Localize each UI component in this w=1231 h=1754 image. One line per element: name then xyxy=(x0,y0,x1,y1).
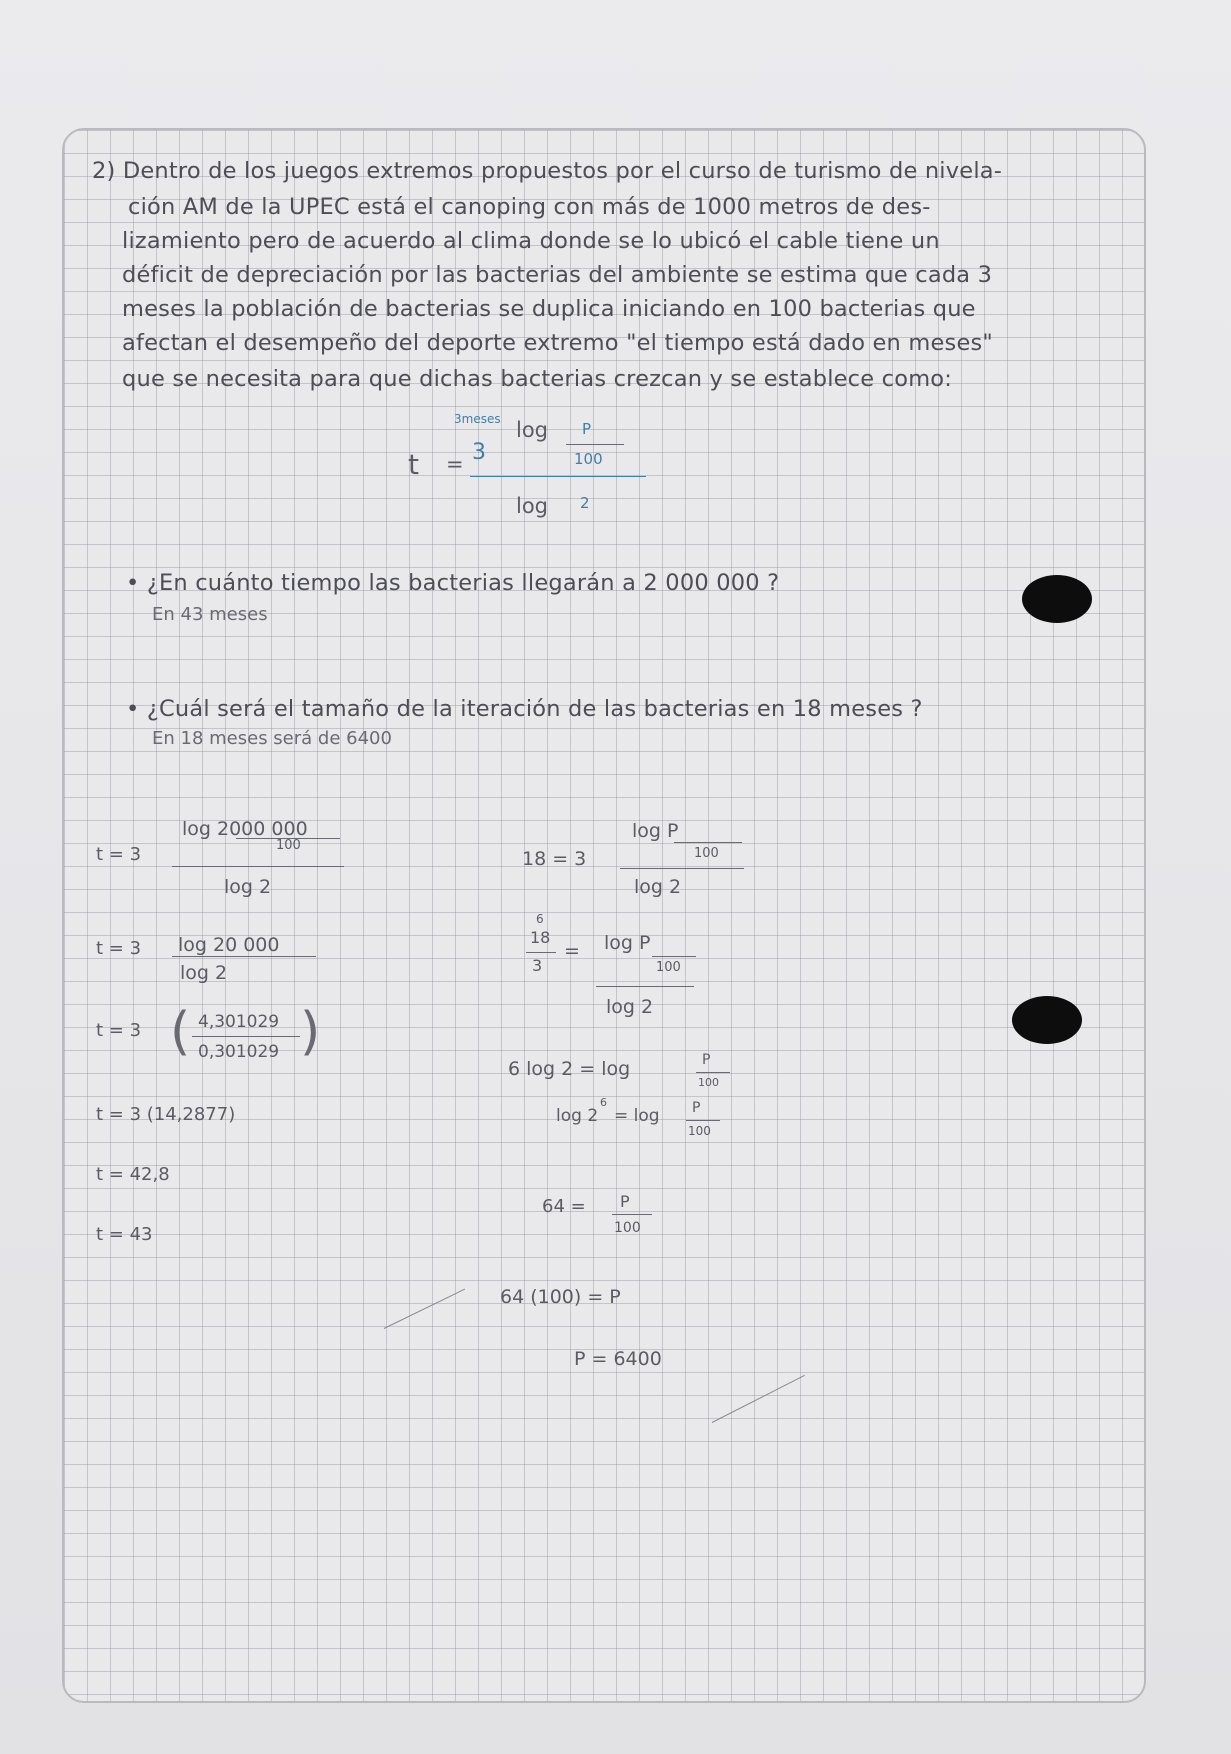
work-step: 18 = 3 xyxy=(522,848,587,870)
question-1: • ¿En cuánto tiempo las bacterias llegarán a 2 000 000 ? xyxy=(126,570,780,596)
formula-equals: = xyxy=(446,452,464,476)
work-step: t = 3 xyxy=(96,1020,142,1041)
work-equals-log: = log xyxy=(614,1106,660,1126)
work-denominator: log 2 xyxy=(606,996,654,1018)
work-cancel-note: 6 xyxy=(536,912,544,926)
problem-line: que se necesita para que dichas bacterias crezcan y se establece como: xyxy=(122,366,953,392)
formula-hundred: 100 xyxy=(574,450,603,468)
formula-t: t xyxy=(408,448,419,481)
work-fraction-bottom: 3 xyxy=(532,956,543,975)
formula-inner-bar xyxy=(566,444,624,445)
formula-coefficient: 3 xyxy=(472,440,486,465)
punch-hole-top xyxy=(1022,575,1092,623)
work-step: 6 log 2 = log xyxy=(508,1058,631,1080)
work-result: P = 6400 xyxy=(574,1348,662,1370)
work-numerator: log P xyxy=(604,932,651,954)
work-numerator: log 2000 000 xyxy=(182,818,308,840)
work-denominator: 0,301029 xyxy=(198,1042,280,1062)
work-numerator: log P xyxy=(632,820,679,842)
problem-line: meses la población de bacterias se duplica iniciando en 100 bacterias que xyxy=(122,296,976,322)
work-main-bar xyxy=(192,1036,300,1037)
answer-1: En 43 meses xyxy=(152,604,268,625)
punch-hole-bottom xyxy=(1012,996,1082,1044)
work-main-bar xyxy=(620,868,744,869)
work-inner-denominator: 100 xyxy=(276,838,301,853)
work-main-bar xyxy=(172,956,316,957)
question-2: • ¿Cuál será el tamaño de la iteración de las bacterias en 18 meses ? xyxy=(126,696,923,722)
work-denominator: log 2 xyxy=(634,876,682,898)
problem-line: afectan el desempeño del deporte extremo "el tiempo está dado en meses" xyxy=(122,330,993,356)
work-inner-bar xyxy=(686,1120,720,1121)
right-paren: ) xyxy=(300,1002,321,1062)
graph-paper-area xyxy=(62,128,1146,1703)
formula-p: P xyxy=(582,420,592,438)
work-step: 64 (100) = P xyxy=(500,1286,621,1308)
work-main-bar xyxy=(596,986,694,987)
formula-log-numerator: log xyxy=(516,418,549,442)
work-p: P xyxy=(702,1052,711,1068)
formula-main-bar xyxy=(470,476,646,477)
work-step: t = 3 (14,2877) xyxy=(96,1104,236,1125)
work-fraction-top: 18 xyxy=(530,928,551,947)
work-numerator: 4,301029 xyxy=(198,1012,280,1032)
problem-line: ción AM de la UPEC está el canoping con más de 1000 metros de des- xyxy=(128,194,931,220)
work-step: log 2 xyxy=(556,1106,599,1126)
formula-meses-note: 3meses xyxy=(454,412,501,426)
work-p: P xyxy=(692,1100,701,1116)
work-equals: = xyxy=(564,940,580,962)
work-inner-denominator: 100 xyxy=(688,1124,711,1138)
answer-2: En 18 meses será de 6400 xyxy=(152,728,392,749)
work-inner-bar xyxy=(652,956,696,957)
work-main-bar xyxy=(172,866,344,867)
work-denominator: 100 xyxy=(614,1220,641,1236)
formula-log-denominator: log xyxy=(516,494,549,518)
work-inner-denominator: 100 xyxy=(698,1076,719,1089)
work-step: t = 3 xyxy=(96,938,142,959)
formula-two: 2 xyxy=(580,494,590,512)
work-step: t = 3 xyxy=(96,844,142,865)
work-fraction-bar xyxy=(612,1214,652,1215)
work-inner-denominator: 100 xyxy=(656,960,681,975)
work-step: t = 42,8 xyxy=(96,1164,170,1185)
work-exponent: 6 xyxy=(600,1096,607,1109)
problem-line: déficit de depreciación por las bacterias del ambiente se estima que cada 3 xyxy=(122,262,993,288)
work-p: P xyxy=(620,1192,630,1211)
work-numerator: log 20 000 xyxy=(178,934,280,956)
work-step: t = 43 xyxy=(96,1224,153,1245)
work-inner-bar xyxy=(674,842,742,843)
problem-line: 2) Dentro de los juegos extremos propuestos por el curso de turismo de nivela- xyxy=(92,158,1003,184)
work-inner-bar xyxy=(696,1072,730,1073)
work-denominator: log 2 xyxy=(224,876,272,898)
problem-line: lizamiento pero de acuerdo al clima donde se lo ubicó el cable tiene un xyxy=(122,228,940,254)
work-fraction-bar xyxy=(526,952,556,953)
work-step: 64 = xyxy=(542,1196,586,1217)
work-denominator: log 2 xyxy=(180,962,228,984)
left-paren: ( xyxy=(170,1002,191,1062)
work-inner-denominator: 100 xyxy=(694,846,719,861)
